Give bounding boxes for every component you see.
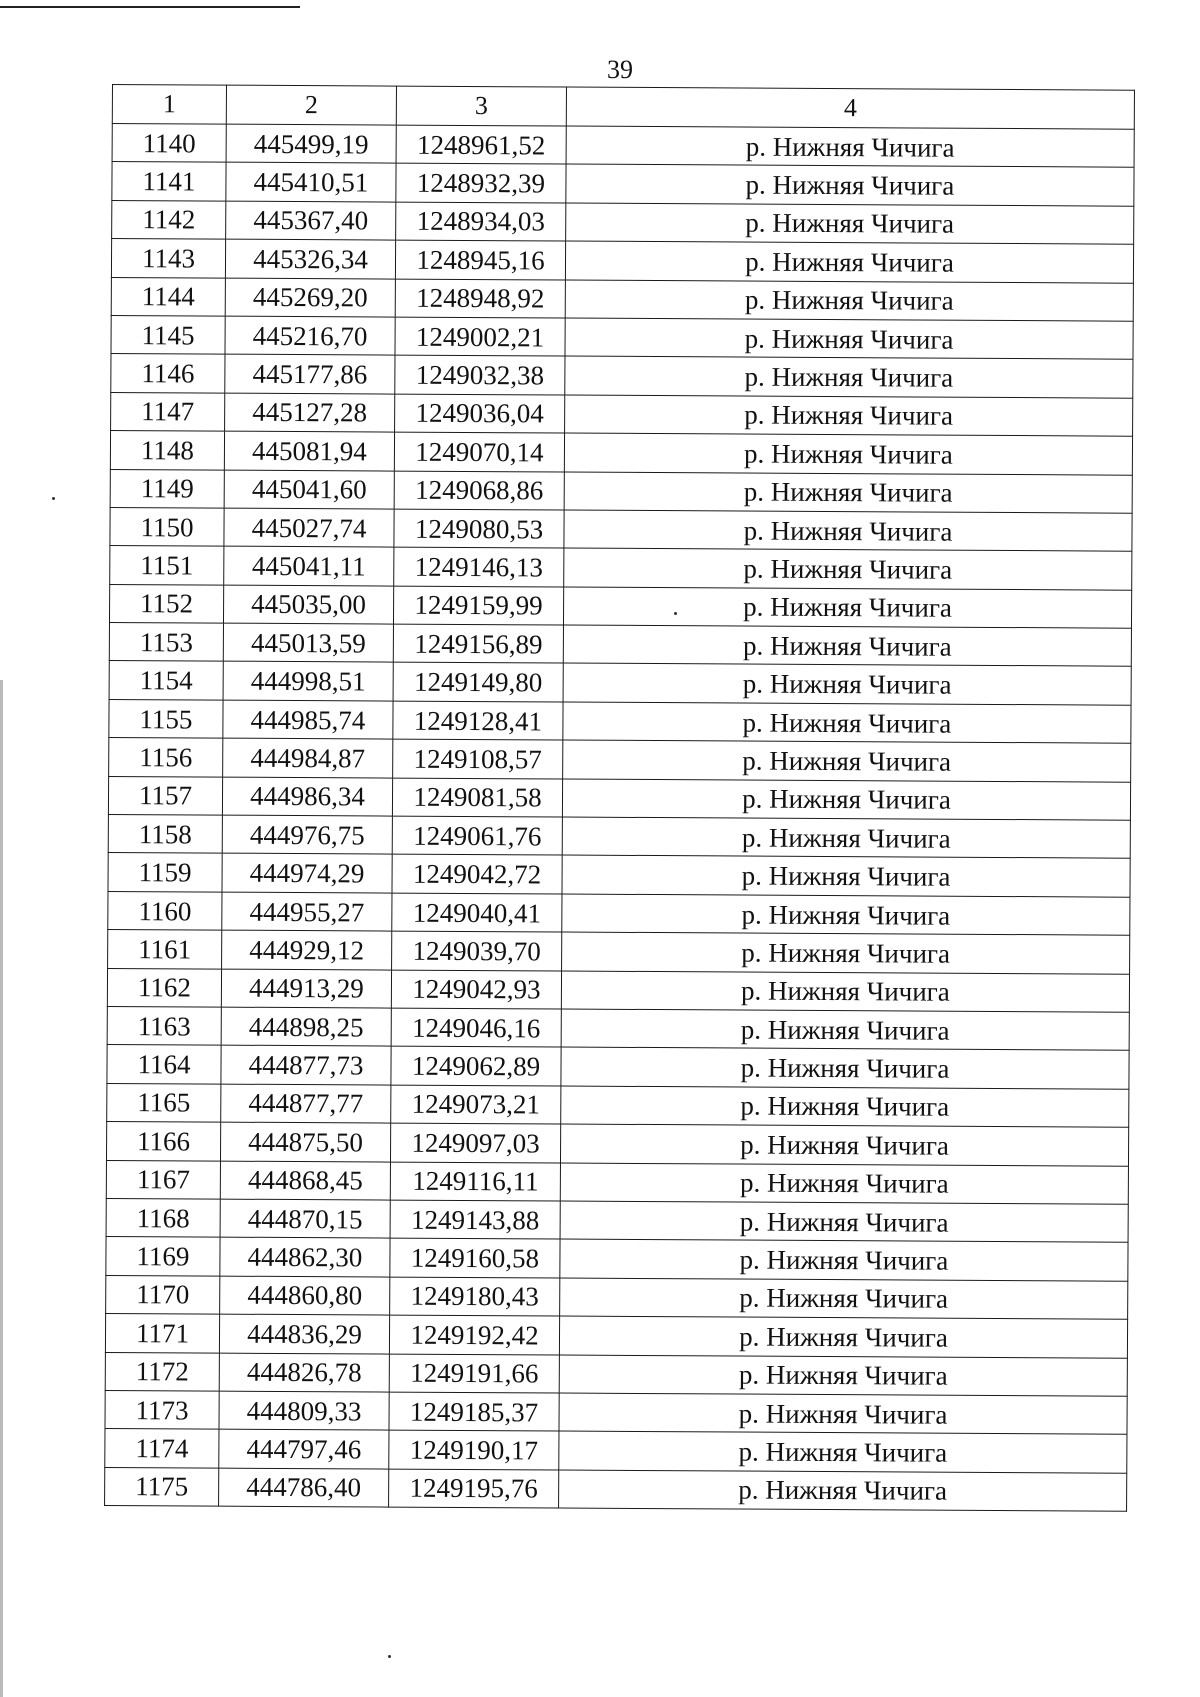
column-header: 1 xyxy=(112,85,226,125)
description-cell: р. Нижняя Чичига xyxy=(560,1239,1128,1281)
point-number-cell: 1153 xyxy=(109,623,223,662)
y-coordinate-cell: 1249040,41 xyxy=(392,893,562,932)
point-number-cell: 1170 xyxy=(106,1275,220,1314)
y-coordinate-cell: 1249002,21 xyxy=(395,317,565,356)
point-number-cell: 1175 xyxy=(105,1467,219,1506)
y-coordinate-cell: 1249073,21 xyxy=(391,1085,561,1124)
table-row xyxy=(105,1390,1127,1434)
description-cell: р. Нижняя Чичига xyxy=(562,817,1130,859)
point-number-cell: 1162 xyxy=(107,968,221,1007)
y-coordinate-cell: 1249108,57 xyxy=(393,739,563,778)
x-coordinate-cell: 444836,29 xyxy=(219,1314,389,1353)
x-coordinate-cell: 444986,34 xyxy=(222,777,392,816)
description-cell: р. Нижняя Чичига xyxy=(564,433,1132,475)
description-cell: р. Нижняя Чичига xyxy=(561,1047,1129,1089)
x-coordinate-cell: 444877,73 xyxy=(221,1045,391,1084)
y-coordinate-cell: 1249080,53 xyxy=(394,509,564,548)
y-coordinate-cell: 1249042,93 xyxy=(391,970,561,1009)
scan-edge-mark xyxy=(0,6,300,8)
point-number-cell: 1164 xyxy=(107,1045,221,1084)
y-coordinate-cell: 1248934,03 xyxy=(396,202,566,241)
description-cell: р. Нижняя Чичига xyxy=(561,1009,1129,1051)
y-coordinate-cell: 1249036,04 xyxy=(395,394,565,433)
description-cell: р. Нижняя Чичига xyxy=(563,663,1131,705)
table-row xyxy=(108,853,1130,897)
table-row xyxy=(106,1198,1128,1242)
description-cell: р. Нижняя Чичига xyxy=(561,971,1129,1013)
x-coordinate-cell: 444998,51 xyxy=(223,662,393,701)
y-coordinate-cell: 1249062,89 xyxy=(391,1046,561,1085)
table-row xyxy=(107,1083,1129,1127)
description-cell: р. Нижняя Чичига xyxy=(560,1278,1128,1320)
y-coordinate-cell: 1249156,89 xyxy=(393,624,563,663)
x-coordinate-cell: 444984,87 xyxy=(223,738,393,777)
description-cell: р. Нижняя Чичига xyxy=(566,164,1134,206)
x-coordinate-cell: 444809,33 xyxy=(219,1391,389,1430)
x-coordinate-cell: 444786,40 xyxy=(219,1468,389,1507)
y-coordinate-cell: 1249046,16 xyxy=(391,1008,561,1047)
description-cell: р. Нижняя Чичига xyxy=(559,1470,1127,1512)
description-cell: р. Нижняя Чичига xyxy=(562,932,1130,974)
x-coordinate-cell: 444875,50 xyxy=(220,1122,390,1161)
table-row xyxy=(112,124,1134,168)
point-number-cell: 1144 xyxy=(111,277,225,316)
x-coordinate-cell: 444974,29 xyxy=(222,854,392,893)
description-cell: р. Нижняя Чичига xyxy=(560,1124,1128,1166)
y-coordinate-cell: 1248948,92 xyxy=(395,279,565,318)
point-number-cell: 1174 xyxy=(105,1429,219,1468)
x-coordinate-cell: 444898,25 xyxy=(221,1007,391,1046)
point-number-cell: 1147 xyxy=(111,392,225,431)
y-coordinate-cell: 1248961,52 xyxy=(396,125,566,164)
description-cell: р. Нижняя Чичига xyxy=(559,1393,1127,1435)
table-row xyxy=(111,354,1133,398)
description-cell: р. Нижняя Чичига xyxy=(564,548,1132,590)
table-row xyxy=(108,815,1130,859)
y-coordinate-cell: 1249061,76 xyxy=(392,816,562,855)
description-cell: р. Нижняя Чичига xyxy=(563,740,1131,782)
table-row xyxy=(110,546,1132,590)
point-number-cell: 1168 xyxy=(106,1198,220,1237)
table-row xyxy=(111,277,1133,321)
table-row xyxy=(106,1237,1128,1281)
description-cell: р. Нижняя Чичига xyxy=(563,587,1131,629)
table-row xyxy=(106,1122,1128,1166)
x-coordinate-cell: 445081,94 xyxy=(224,431,394,470)
x-coordinate-cell: 444976,75 xyxy=(222,815,392,854)
point-number-cell: 1151 xyxy=(110,546,224,585)
y-coordinate-cell: 1249159,99 xyxy=(393,586,563,625)
table-row xyxy=(110,469,1132,513)
table-row xyxy=(109,584,1131,628)
column-header: 3 xyxy=(396,86,566,126)
x-coordinate-cell: 444985,74 xyxy=(223,700,393,739)
table-row xyxy=(108,891,1130,935)
table-row xyxy=(105,1314,1127,1358)
x-coordinate-cell: 445041,60 xyxy=(224,470,394,509)
point-number-cell: 1155 xyxy=(109,699,223,738)
x-coordinate-cell: 444913,29 xyxy=(221,969,391,1008)
point-number-cell: 1169 xyxy=(106,1237,220,1276)
point-number-cell: 1150 xyxy=(110,507,224,546)
x-coordinate-cell: 445499,19 xyxy=(226,124,396,163)
table-row xyxy=(109,661,1131,705)
x-coordinate-cell: 445177,86 xyxy=(225,354,395,393)
point-number-cell: 1154 xyxy=(109,661,223,700)
description-cell: р. Нижняя Чичига xyxy=(565,241,1133,283)
description-cell: р. Нижняя Чичига xyxy=(559,1316,1127,1358)
description-cell: р. Нижняя Чичига xyxy=(559,1355,1127,1397)
point-number-cell: 1159 xyxy=(108,853,222,892)
description-cell: р. Нижняя Чичига xyxy=(565,318,1133,360)
point-number-cell: 1148 xyxy=(110,431,224,470)
point-number-cell: 1167 xyxy=(106,1160,220,1199)
x-coordinate-cell: 445216,70 xyxy=(225,316,395,355)
point-number-cell: 1173 xyxy=(105,1390,219,1429)
description-cell: р. Нижняя Чичига xyxy=(564,510,1132,552)
y-coordinate-cell: 1249032,38 xyxy=(395,355,565,394)
point-number-cell: 1141 xyxy=(112,162,226,201)
table-header-row xyxy=(112,85,1134,130)
column-header: 4 xyxy=(566,87,1134,129)
point-number-cell: 1143 xyxy=(111,239,225,278)
x-coordinate-cell: 445127,28 xyxy=(225,393,395,432)
y-coordinate-cell: 1248945,16 xyxy=(395,240,565,279)
description-cell: р. Нижняя Чичига xyxy=(560,1163,1128,1205)
description-cell: р. Нижняя Чичига xyxy=(562,894,1130,936)
y-coordinate-cell: 1249039,70 xyxy=(392,931,562,970)
x-coordinate-cell: 444862,30 xyxy=(220,1237,390,1276)
x-coordinate-cell: 445041,11 xyxy=(224,546,394,585)
y-coordinate-cell: 1249081,58 xyxy=(392,778,562,817)
x-coordinate-cell: 445367,40 xyxy=(226,201,396,240)
y-coordinate-cell: 1249097,03 xyxy=(390,1123,560,1162)
point-number-cell: 1146 xyxy=(111,354,225,393)
point-number-cell: 1142 xyxy=(112,200,226,239)
description-cell: р. Нижняя Чичига xyxy=(565,395,1133,437)
point-number-cell: 1158 xyxy=(108,815,222,854)
y-coordinate-cell: 1249146,13 xyxy=(394,547,564,586)
x-coordinate-cell: 444870,15 xyxy=(220,1199,390,1238)
table-body xyxy=(105,124,1135,1512)
y-coordinate-cell: 1249116,11 xyxy=(390,1162,560,1201)
y-coordinate-cell: 1249160,58 xyxy=(390,1238,560,1277)
point-number-cell: 1171 xyxy=(105,1314,219,1353)
table-row xyxy=(105,1352,1127,1396)
x-coordinate-cell: 444929,12 xyxy=(222,930,392,969)
table-row xyxy=(107,1045,1129,1089)
description-cell: р. Нижняя Чичига xyxy=(562,779,1130,821)
x-coordinate-cell: 445410,51 xyxy=(226,163,396,202)
table-row xyxy=(112,200,1134,244)
description-cell: р. Нижняя Чичига xyxy=(563,625,1131,667)
y-coordinate-cell: 1249070,14 xyxy=(394,432,564,471)
table-row xyxy=(106,1275,1128,1319)
table-row xyxy=(109,699,1131,743)
table-row xyxy=(110,507,1132,551)
x-coordinate-cell: 444826,78 xyxy=(219,1353,389,1392)
y-coordinate-cell: 1249192,42 xyxy=(389,1315,559,1354)
point-number-cell: 1161 xyxy=(108,930,222,969)
y-coordinate-cell: 1249195,76 xyxy=(389,1469,559,1508)
table-row xyxy=(106,1160,1128,1204)
point-number-cell: 1145 xyxy=(111,315,225,354)
y-coordinate-cell: 1248932,39 xyxy=(396,163,566,202)
y-coordinate-cell: 1249185,37 xyxy=(389,1392,559,1431)
x-coordinate-cell: 445027,74 xyxy=(224,508,394,547)
point-number-cell: 1156 xyxy=(109,738,223,777)
column-header: 2 xyxy=(226,85,396,125)
x-coordinate-cell: 444877,77 xyxy=(221,1084,391,1123)
y-coordinate-cell: 1249128,41 xyxy=(393,701,563,740)
scan-speck xyxy=(52,497,55,500)
table-row xyxy=(111,315,1133,359)
table-row xyxy=(107,1006,1129,1050)
y-coordinate-cell: 1249068,86 xyxy=(394,471,564,510)
point-number-cell: 1157 xyxy=(108,776,222,815)
table-row xyxy=(108,776,1130,820)
description-cell: р. Нижняя Чичига xyxy=(566,203,1134,245)
x-coordinate-cell: 444955,27 xyxy=(222,892,392,931)
point-number-cell: 1140 xyxy=(112,124,226,163)
scan-edge-shadow xyxy=(0,680,3,1697)
scan-speck xyxy=(388,1655,391,1658)
point-number-cell: 1160 xyxy=(108,891,222,930)
table-row xyxy=(109,623,1131,667)
x-coordinate-cell: 444868,45 xyxy=(220,1161,390,1200)
x-coordinate-cell: 445035,00 xyxy=(223,585,393,624)
table-row xyxy=(105,1467,1127,1511)
point-number-cell: 1166 xyxy=(106,1122,220,1161)
table-row xyxy=(109,738,1131,782)
point-number-cell: 1149 xyxy=(110,469,224,508)
x-coordinate-cell: 444797,46 xyxy=(219,1429,389,1468)
x-coordinate-cell: 445013,59 xyxy=(223,623,393,662)
table-row xyxy=(110,431,1132,475)
description-cell: р. Нижняя Чичига xyxy=(564,472,1132,514)
description-cell: р. Нижняя Чичига xyxy=(565,280,1133,322)
point-number-cell: 1152 xyxy=(109,584,223,623)
description-cell: р. Нижняя Чичига xyxy=(565,356,1133,398)
point-number-cell: 1172 xyxy=(105,1352,219,1391)
description-cell: р. Нижняя Чичига xyxy=(560,1201,1128,1243)
point-number-cell: 1165 xyxy=(107,1083,221,1122)
description-cell: р. Нижняя Чичига xyxy=(562,855,1130,897)
page-number: 39 xyxy=(607,55,633,84)
table-row xyxy=(107,968,1129,1012)
table-row xyxy=(111,239,1133,283)
description-cell: р. Нижняя Чичига xyxy=(566,126,1134,168)
description-cell: р. Нижняя Чичига xyxy=(563,702,1131,744)
table-row xyxy=(108,930,1130,974)
table-row xyxy=(111,392,1133,436)
y-coordinate-cell: 1249042,72 xyxy=(392,854,562,893)
x-coordinate-cell: 445269,20 xyxy=(225,278,395,317)
table-row xyxy=(112,162,1134,206)
x-coordinate-cell: 444860,80 xyxy=(220,1276,390,1315)
y-coordinate-cell: 1249180,43 xyxy=(390,1277,560,1316)
y-coordinate-cell: 1249191,66 xyxy=(389,1354,559,1393)
x-coordinate-cell: 445326,34 xyxy=(225,239,395,278)
point-number-cell: 1163 xyxy=(107,1006,221,1045)
coordinates-table xyxy=(104,84,1135,1512)
y-coordinate-cell: 1249143,88 xyxy=(390,1200,560,1239)
y-coordinate-cell: 1249190,17 xyxy=(389,1430,559,1469)
table-row xyxy=(105,1429,1127,1473)
y-coordinate-cell: 1249149,80 xyxy=(393,663,563,702)
description-cell: р. Нижняя Чичига xyxy=(559,1431,1127,1473)
description-cell: р. Нижняя Чичига xyxy=(561,1086,1129,1128)
